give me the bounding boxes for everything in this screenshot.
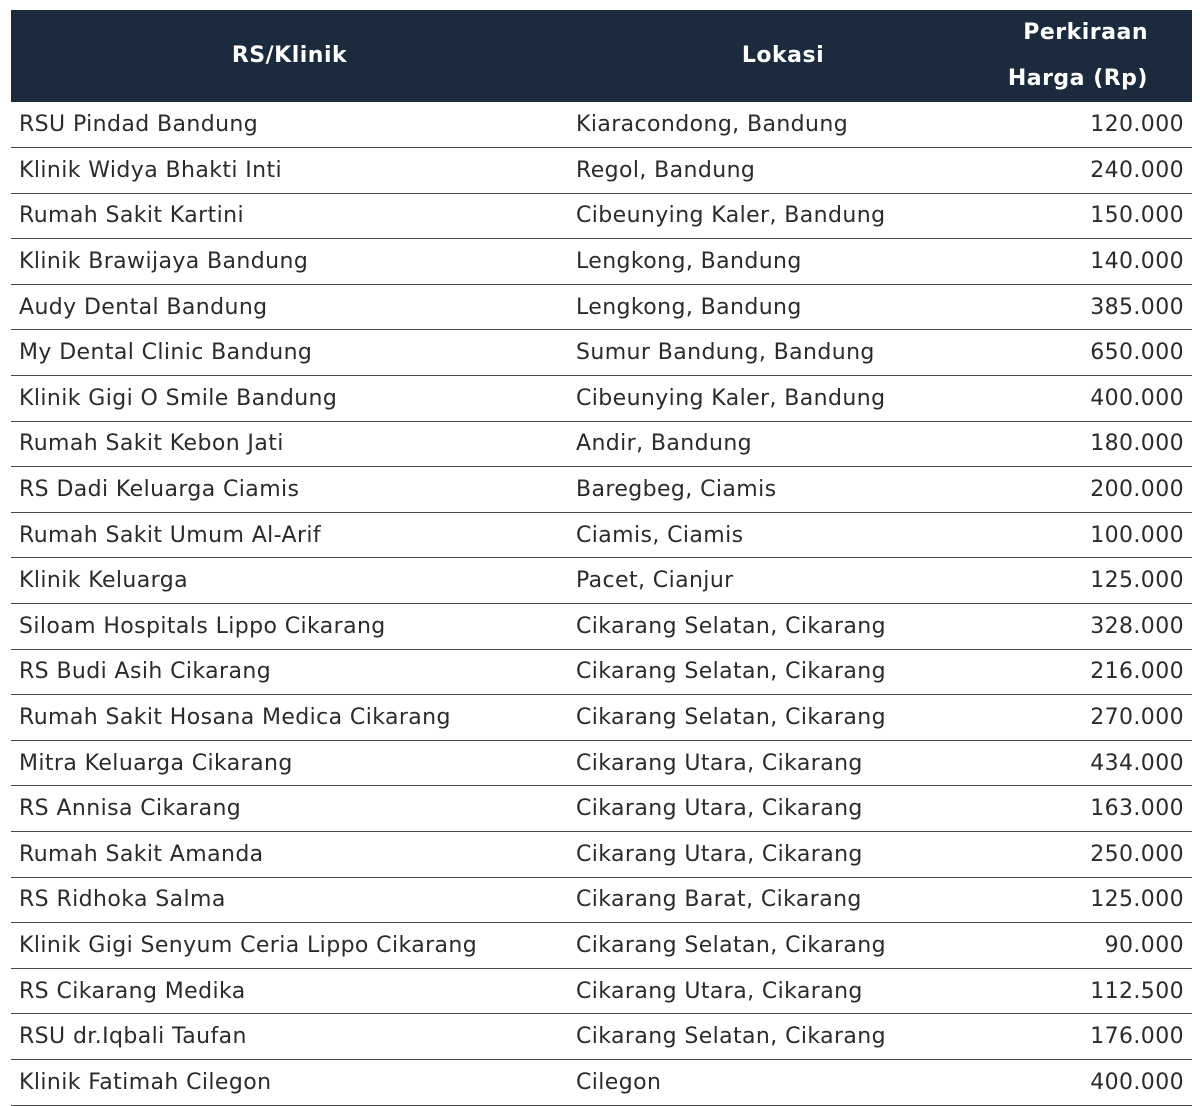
cell-location: Cibeunying Kaler, Bandung bbox=[576, 385, 886, 411]
cell-price: 216.000 bbox=[1090, 659, 1184, 685]
cell-location: Pacet, Cianjur bbox=[576, 568, 734, 594]
cell-price: 140.000 bbox=[1090, 249, 1184, 275]
cell-location: Baregbeg, Ciamis bbox=[576, 477, 777, 503]
cell-location: Ciamis, Ciamis bbox=[576, 522, 744, 548]
cell-clinic: Klinik Keluarga bbox=[19, 568, 188, 594]
table-row bbox=[11, 193, 1192, 239]
cell-clinic: RSU Pindad Bandung bbox=[19, 112, 259, 138]
cell-location: Cikarang Barat, Cikarang bbox=[576, 887, 862, 913]
cell-price: 240.000 bbox=[1090, 157, 1184, 183]
table-row bbox=[11, 695, 1192, 741]
table-row bbox=[11, 330, 1192, 376]
table-row bbox=[11, 923, 1192, 969]
cell-location: Regol, Bandung bbox=[576, 157, 756, 183]
cell-price: 112.500 bbox=[1090, 978, 1184, 1004]
cell-location: Cikarang Selatan, Cikarang bbox=[576, 659, 887, 685]
cell-price: 125.000 bbox=[1090, 887, 1184, 913]
table-row bbox=[11, 968, 1192, 1014]
table-row bbox=[11, 467, 1192, 513]
cell-price: 650.000 bbox=[1090, 340, 1184, 366]
header-row bbox=[11, 10, 1192, 102]
table-row bbox=[11, 239, 1192, 285]
cell-clinic: RS Budi Asih Cikarang bbox=[19, 659, 272, 685]
cell-price: 176.000 bbox=[1090, 1024, 1184, 1050]
cell-location: Cikarang Utara, Cikarang bbox=[576, 978, 863, 1004]
cell-price: 163.000 bbox=[1090, 796, 1184, 822]
cell-location: Lengkong, Bandung bbox=[576, 249, 802, 275]
table-row bbox=[11, 877, 1192, 923]
table-row bbox=[11, 740, 1192, 786]
cell-clinic: Rumah Sakit Umum Al-Arif bbox=[19, 522, 322, 548]
cell-price: 250.000 bbox=[1090, 841, 1184, 867]
cell-location: Cikarang Utara, Cikarang bbox=[576, 841, 863, 867]
cell-location: Cilegon bbox=[576, 1069, 662, 1095]
cell-location: Cikarang Selatan, Cikarang bbox=[576, 932, 887, 958]
cell-clinic: RS Ridhoka Salma bbox=[19, 887, 226, 913]
table-row bbox=[11, 284, 1192, 330]
cell-price: 385.000 bbox=[1090, 294, 1184, 320]
cell-location: Kiaracondong, Bandung bbox=[576, 112, 849, 138]
table-row bbox=[11, 421, 1192, 467]
cell-clinic: Mitra Keluarga Cikarang bbox=[19, 750, 293, 776]
cell-location: Cikarang Utara, Cikarang bbox=[576, 750, 863, 776]
cell-location: Andir, Bandung bbox=[576, 431, 753, 457]
cell-clinic: RS Dadi Keluarga Ciamis bbox=[19, 477, 300, 503]
cell-location: Cikarang Selatan, Cikarang bbox=[576, 1024, 887, 1050]
cell-clinic: Rumah Sakit Amanda bbox=[19, 841, 264, 867]
table-body bbox=[11, 102, 1192, 1105]
table-row bbox=[11, 604, 1192, 650]
cell-clinic: Klinik Brawijaya Bandung bbox=[19, 249, 309, 275]
cell-price: 270.000 bbox=[1090, 705, 1184, 731]
table-row bbox=[11, 649, 1192, 695]
header-clinic: RS/Klinik bbox=[231, 43, 348, 68]
cell-clinic: Klinik Gigi Senyum Ceria Lippo Cikarang bbox=[19, 932, 478, 958]
cell-clinic: RSU dr.Iqbali Taufan bbox=[19, 1024, 247, 1050]
table-header bbox=[11, 10, 1192, 102]
cell-location: Sumur Bandung, Bandung bbox=[576, 340, 875, 366]
cell-price: 328.000 bbox=[1090, 613, 1184, 639]
cell-clinic: RS Cikarang Medika bbox=[19, 978, 246, 1004]
cell-price: 180.000 bbox=[1090, 431, 1184, 457]
table-row bbox=[11, 1059, 1192, 1105]
table-row bbox=[11, 512, 1192, 558]
cell-price: 434.000 bbox=[1090, 750, 1184, 776]
cell-clinic: Rumah Sakit Kebon Jati bbox=[19, 431, 284, 457]
cell-clinic: Rumah Sakit Kartini bbox=[19, 203, 244, 229]
cell-location: Cikarang Selatan, Cikarang bbox=[576, 705, 887, 731]
cell-location: Cikarang Utara, Cikarang bbox=[576, 796, 863, 822]
cell-price: 120.000 bbox=[1090, 112, 1184, 138]
table-row bbox=[11, 148, 1192, 194]
cell-clinic: Audy Dental Bandung bbox=[19, 294, 268, 320]
table-row bbox=[11, 786, 1192, 832]
price-table-container bbox=[11, 10, 1192, 1106]
header-price-line2: Harga (Rp) bbox=[1007, 66, 1148, 91]
table-row bbox=[11, 558, 1192, 604]
cell-clinic: Siloam Hospitals Lippo Cikarang bbox=[19, 613, 386, 639]
cell-location: Lengkong, Bandung bbox=[576, 294, 802, 320]
cell-clinic: Rumah Sakit Hosana Medica Cikarang bbox=[19, 705, 451, 731]
cell-price: 90.000 bbox=[1104, 932, 1184, 958]
cell-clinic: Klinik Widya Bhakti Inti bbox=[19, 157, 283, 183]
header-location: Lokasi bbox=[741, 43, 825, 68]
cell-clinic: RS Annisa Cikarang bbox=[19, 796, 242, 822]
cell-price: 100.000 bbox=[1090, 522, 1184, 548]
table-row bbox=[11, 832, 1192, 878]
table-row bbox=[11, 376, 1192, 422]
cell-price: 400.000 bbox=[1090, 385, 1184, 411]
cell-location: Cibeunying Kaler, Bandung bbox=[576, 203, 886, 229]
header-price-line1: Perkiraan bbox=[1023, 20, 1148, 45]
cell-location: Cikarang Selatan, Cikarang bbox=[576, 613, 887, 639]
cell-clinic: Klinik Gigi O Smile Bandung bbox=[19, 385, 338, 411]
cell-price: 125.000 bbox=[1090, 568, 1184, 594]
cell-clinic: My Dental Clinic Bandung bbox=[19, 340, 313, 366]
table-row bbox=[11, 102, 1192, 148]
table-row bbox=[11, 1014, 1192, 1060]
cell-price: 200.000 bbox=[1090, 477, 1184, 503]
cell-price: 400.000 bbox=[1090, 1069, 1184, 1095]
cell-clinic: Klinik Fatimah Cilegon bbox=[19, 1069, 272, 1095]
cell-price: 150.000 bbox=[1090, 203, 1184, 229]
header-price bbox=[998, 10, 1192, 102]
clinic-price-table bbox=[11, 10, 1192, 1106]
